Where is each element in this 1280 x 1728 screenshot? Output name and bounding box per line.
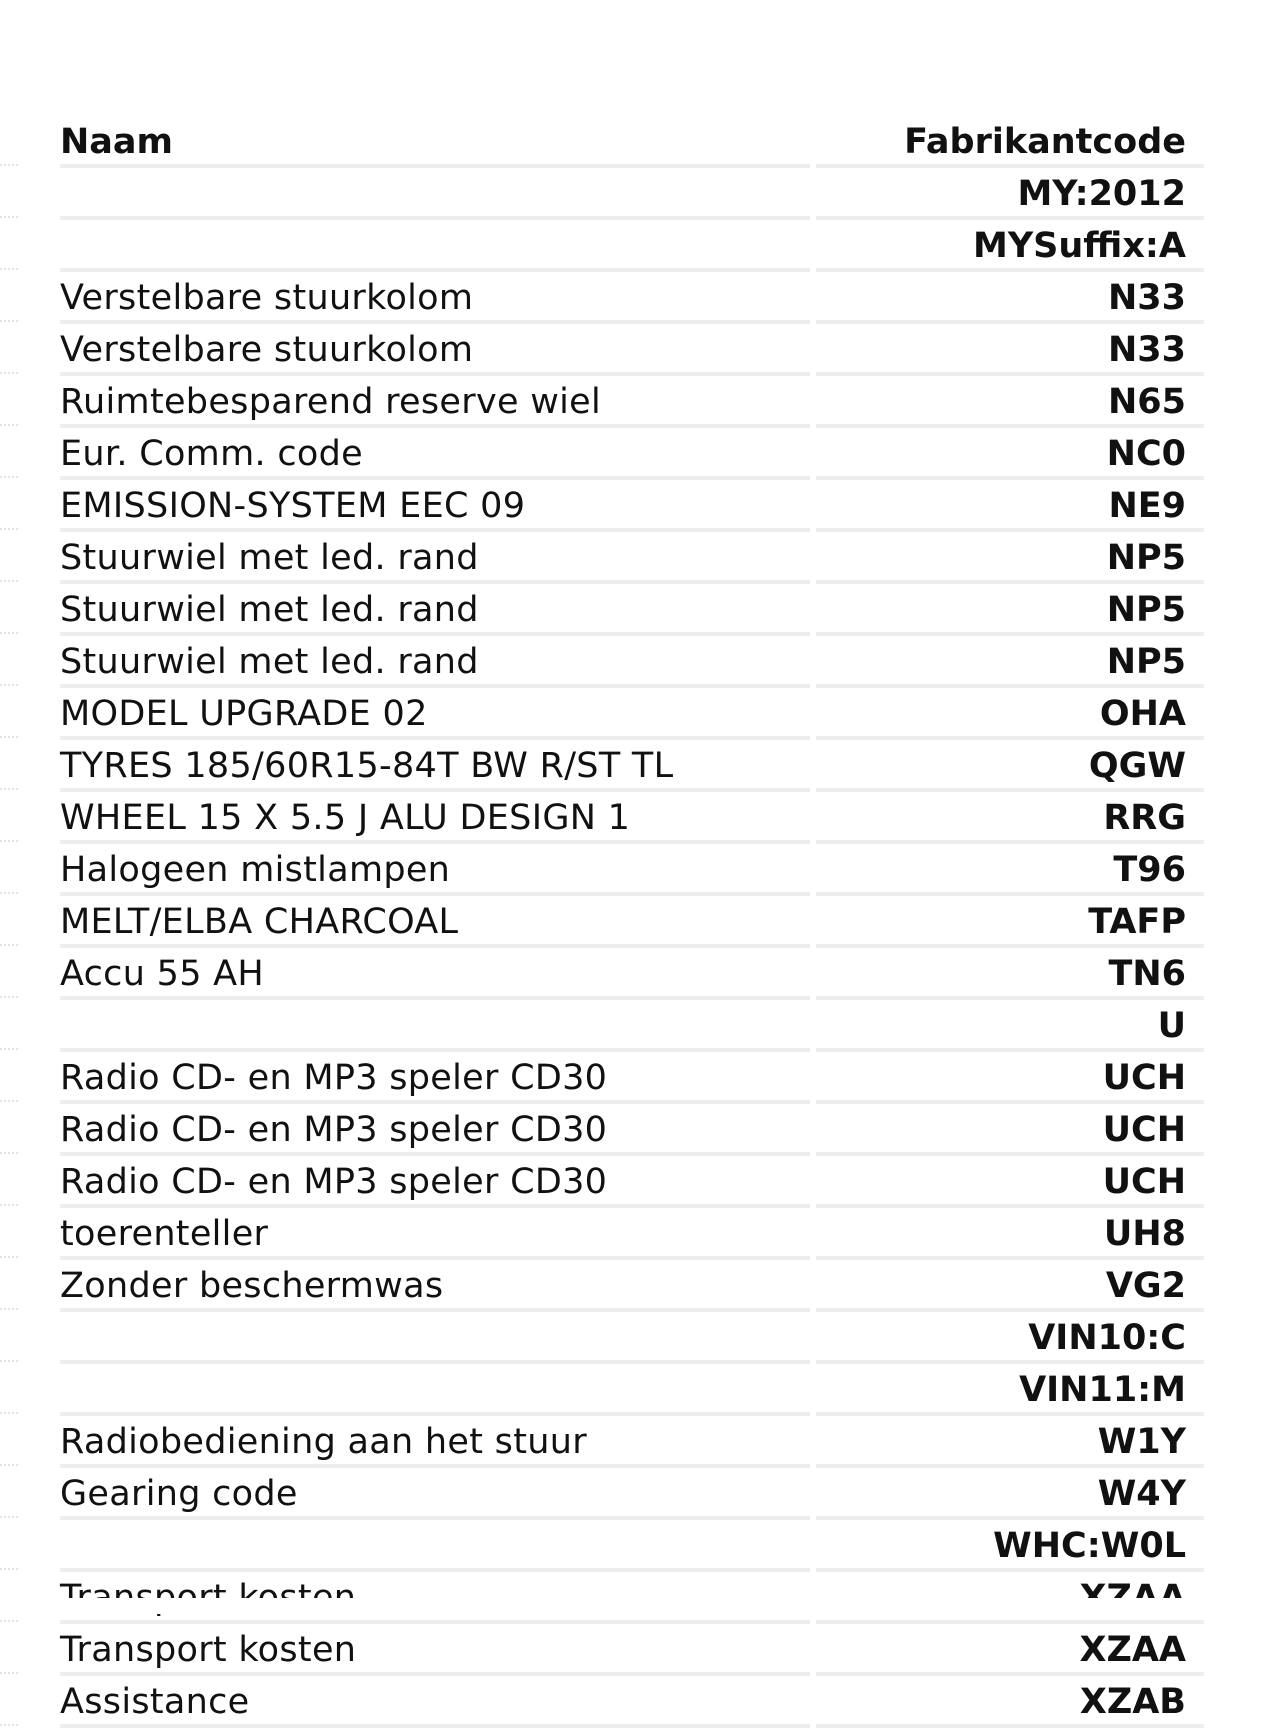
- option-name: [60, 168, 810, 220]
- edge-rule: [0, 1048, 18, 1050]
- manufacturer-code: XZAA: [816, 1624, 1204, 1676]
- option-name: Ruimtebesparend reserve wiel: [60, 376, 810, 428]
- table-row: [60, 844, 1204, 896]
- table-row: [60, 740, 1204, 792]
- bottom-cutoff: [0, 1598, 1280, 1614]
- table-row: [60, 1156, 1204, 1208]
- manufacturer-code: VG2: [816, 1260, 1204, 1312]
- option-name: MELT/ELBA CHARCOAL: [60, 896, 810, 948]
- option-name: Radiobediening aan het stuur: [60, 1416, 810, 1468]
- edge-rule: [0, 372, 18, 374]
- option-name: Verstelbare stuurkolom: [60, 324, 810, 376]
- manufacturer-code: RRG: [816, 792, 1204, 844]
- table-row: [60, 1312, 1204, 1364]
- table-row: [60, 688, 1204, 740]
- edge-rule: [0, 320, 18, 322]
- edge-rule: [0, 944, 18, 946]
- table-row: [60, 532, 1204, 584]
- option-name: Stuurwiel met led. rand: [60, 584, 810, 636]
- edge-rule: [0, 892, 18, 894]
- edge-rule: [0, 476, 18, 478]
- manufacturer-code: N33: [816, 324, 1204, 376]
- option-name: [60, 220, 810, 272]
- table-row: [60, 584, 1204, 636]
- manufacturer-code: UH8: [816, 1208, 1204, 1260]
- manufacturer-code: QGW: [816, 740, 1204, 792]
- manufacturer-code: UCH: [816, 1104, 1204, 1156]
- table-row: [60, 220, 1204, 272]
- edge-rule: [0, 1204, 18, 1206]
- manufacturer-code: UCH: [816, 1052, 1204, 1104]
- edge-rule: [0, 1256, 18, 1258]
- option-name: Assistance: [60, 1676, 810, 1728]
- edge-rule: [0, 1308, 18, 1310]
- table-row: [60, 324, 1204, 376]
- edge-rule: [0, 1620, 18, 1622]
- option-name: Verstelbare stuurkolom: [60, 272, 810, 324]
- table-row: [60, 1052, 1204, 1104]
- table-row: [60, 1676, 1204, 1728]
- table-row: [60, 1104, 1204, 1156]
- edge-rule: [0, 1568, 18, 1570]
- edge-rule: [0, 1672, 18, 1674]
- option-name: EMISSION-SYSTEM EEC 09: [60, 480, 810, 532]
- edge-rule: [0, 528, 18, 530]
- column-header-manufacturer-code: Fabrikantcode: [816, 116, 1204, 168]
- option-name: Radio CD- en MP3 speler CD30: [60, 1052, 810, 1104]
- edge-rule: [0, 684, 18, 686]
- table-row: [60, 1416, 1204, 1468]
- manufacturer-code: NP5: [816, 532, 1204, 584]
- edge-rule: [0, 164, 18, 166]
- table-row: [60, 896, 1204, 948]
- option-name: Halogeen mistlampen: [60, 844, 810, 896]
- option-name: Stuurwiel met led. rand: [60, 636, 810, 688]
- option-name: Gearing code: [60, 1468, 810, 1520]
- column-header-name: Naam: [60, 116, 810, 168]
- table-row: [60, 1520, 1204, 1572]
- table-row: [60, 792, 1204, 844]
- edge-rule: [0, 736, 18, 738]
- manufacturer-code: WHC:W0L: [816, 1520, 1204, 1572]
- edge-rule: [0, 1360, 18, 1362]
- table-row: [60, 1624, 1204, 1676]
- manufacturer-code: N65: [816, 376, 1204, 428]
- table-header-row: [60, 116, 1204, 168]
- edge-rule: [0, 216, 18, 218]
- manufacturer-code: T96: [816, 844, 1204, 896]
- option-name: [60, 1364, 810, 1416]
- manufacturer-code: TN6: [816, 948, 1204, 1000]
- option-name: Transport kosten: [60, 1624, 810, 1676]
- table-row: [60, 480, 1204, 532]
- option-name: WHEEL 15 X 5.5 J ALU DESIGN 1: [60, 792, 810, 844]
- manufacturer-code: UCH: [816, 1156, 1204, 1208]
- edge-rule: [0, 1152, 18, 1154]
- edge-rule: [0, 1724, 18, 1726]
- options-table: [54, 116, 1210, 1728]
- table-row: [60, 376, 1204, 428]
- table-row: [60, 1000, 1204, 1052]
- edge-rule: [0, 840, 18, 842]
- edge-rule: [0, 1412, 18, 1414]
- option-name: MODEL UPGRADE 02: [60, 688, 810, 740]
- option-name: Zonder beschermwas: [60, 1260, 810, 1312]
- table-row: [60, 636, 1204, 688]
- option-name: TYRES 185/60R15-84T BW R/ST TL: [60, 740, 810, 792]
- edge-rule: [0, 424, 18, 426]
- option-name: Stuurwiel met led. rand: [60, 532, 810, 584]
- manufacturer-code: XZAB: [816, 1676, 1204, 1728]
- option-name: Radio CD- en MP3 speler CD30: [60, 1104, 810, 1156]
- option-name: toerenteller: [60, 1208, 810, 1260]
- option-name: Radio CD- en MP3 speler CD30: [60, 1156, 810, 1208]
- table-row: [60, 1364, 1204, 1416]
- edge-rule: [0, 1464, 18, 1466]
- manufacturer-code: N33: [816, 272, 1204, 324]
- edge-rule: [0, 996, 18, 998]
- edge-rule: [0, 1516, 18, 1518]
- manufacturer-code: NP5: [816, 636, 1204, 688]
- manufacturer-code: NP5: [816, 584, 1204, 636]
- table-row: [60, 168, 1204, 220]
- option-name: Eur. Comm. code: [60, 428, 810, 480]
- option-name: [60, 1312, 810, 1364]
- manufacturer-code: U: [816, 1000, 1204, 1052]
- manufacturer-code: VIN10:C: [816, 1312, 1204, 1364]
- table-row: [60, 428, 1204, 480]
- table-row: [60, 1468, 1204, 1520]
- table-row: [60, 1260, 1204, 1312]
- edge-rule: [0, 580, 18, 582]
- edge-rule: [0, 632, 18, 634]
- manufacturer-code: W1Y: [816, 1416, 1204, 1468]
- option-name: [60, 1000, 810, 1052]
- table-row: [60, 1208, 1204, 1260]
- table-body: [60, 168, 1204, 1728]
- option-name: [60, 1520, 810, 1572]
- edge-rule: [0, 788, 18, 790]
- table-row: [60, 272, 1204, 324]
- manufacturer-code: MY:2012: [816, 168, 1204, 220]
- manufacturer-code: VIN11:M: [816, 1364, 1204, 1416]
- manufacturer-code: MYSuffix:A: [816, 220, 1204, 272]
- manufacturer-code: TAFP: [816, 896, 1204, 948]
- manufacturer-code: OHA: [816, 688, 1204, 740]
- manufacturer-code: NE9: [816, 480, 1204, 532]
- edge-rule: [0, 268, 18, 270]
- manufacturer-code: W4Y: [816, 1468, 1204, 1520]
- option-name: Accu 55 AH: [60, 948, 810, 1000]
- table-row: [60, 948, 1204, 1000]
- manufacturer-code: NC0: [816, 428, 1204, 480]
- edge-rule: [0, 1100, 18, 1102]
